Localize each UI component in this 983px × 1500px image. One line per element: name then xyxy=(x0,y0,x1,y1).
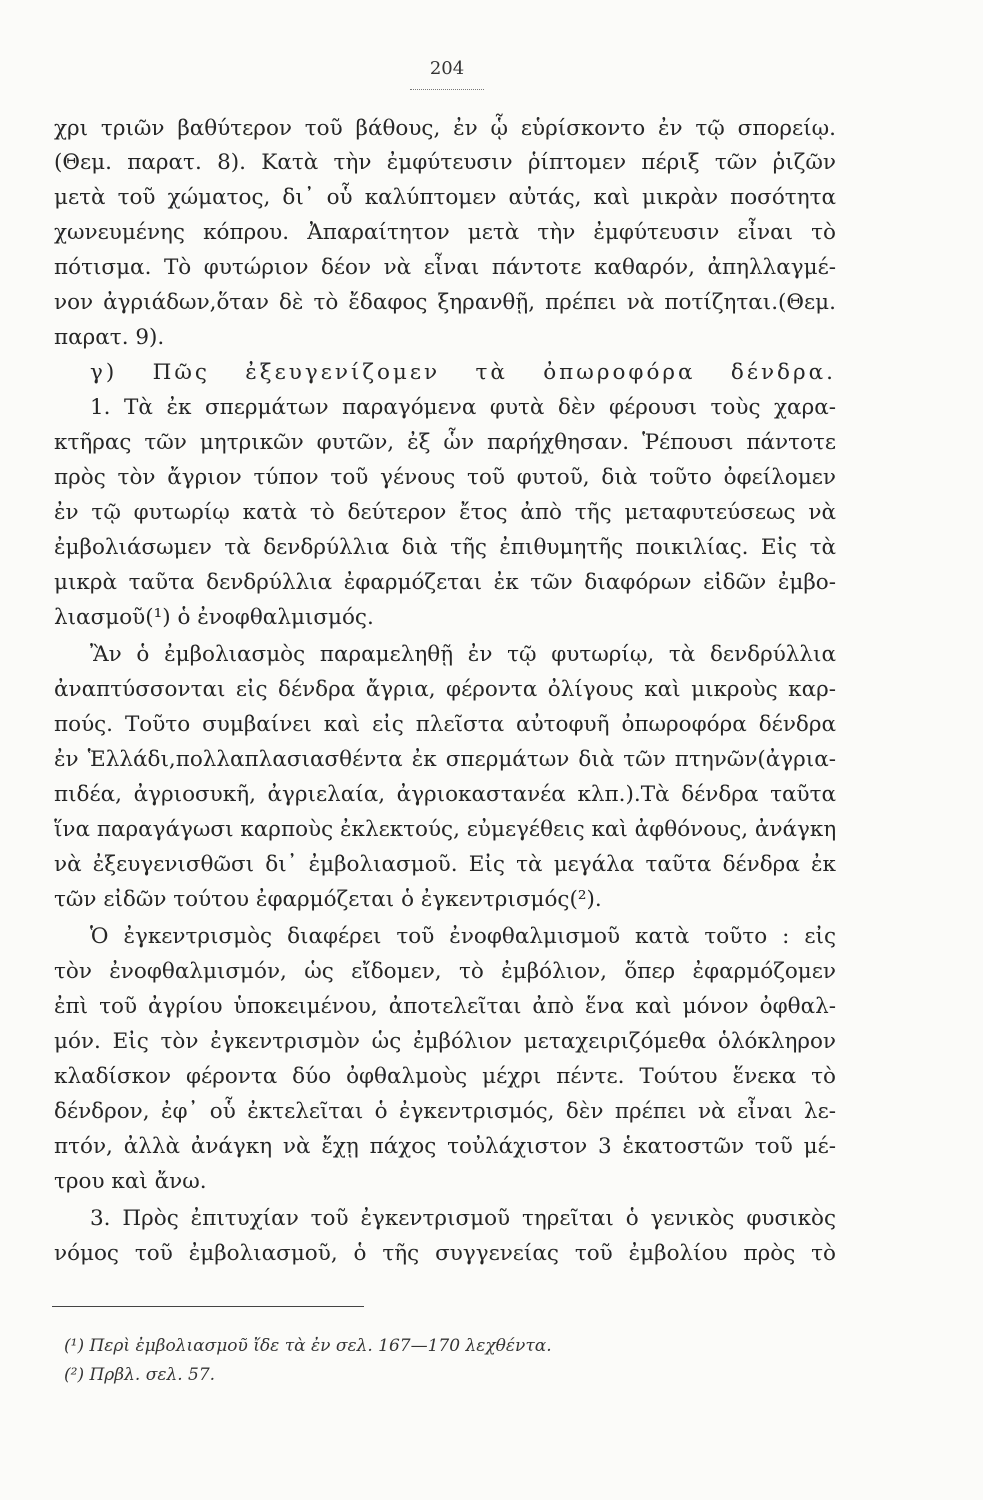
text-line: Ἂν ὁ ἐμβολιασμὸς παραμεληθῇ ἐν τῷ φυτωρίῳ, τὰ δενδρύλλια xyxy=(90,642,836,667)
page-number: 204 xyxy=(429,58,465,79)
text-line: νὰ ἐξευγενισθῶσι δι᾽ ἐμβολιασμοῦ. Εἰς τὰ μεγάλα ταῦτα δένδρα ἐκ xyxy=(54,852,836,877)
text-line: 1. Τὰ ἐκ σπερμάτων παραγόμενα φυτὰ δὲν φέρουσι τοὺς χαρα- xyxy=(90,395,836,420)
text-line: νον ἀγριάδων,ὅταν δὲ τὸ ἔδαφος ξηρανθῇ, πρέπει νὰ ποτίζηται.(Θεμ. xyxy=(54,290,836,315)
footnote-1: (¹) Περὶ ἐμβολιασμοῦ ἴδε τὰ ἐν σελ. 167—170 λεχθέντα. xyxy=(64,1336,552,1356)
text-line: Ὁ ἐγκεντρισμὸς διαφέρει τοῦ ἐνοφθαλμισμοῦ κατὰ τοῦτο : εἰς xyxy=(90,924,836,949)
text-line: ἀναπτύσσονται εἰς δένδρα ἄγρια, φέροντα ὀλίγους καὶ μικροὺς καρ- xyxy=(54,677,836,702)
text-line: πούς. Τοῦτο συμβαίνει καὶ εἰς πλεῖστα αὐτοφυῆ ὀπωροφόρα δένδρα xyxy=(54,712,836,737)
section-heading: γ) Πῶς ἐξευγενίζομεν τὰ ὀπωροφόρα δένδρα. xyxy=(90,360,836,385)
text-line: τῶν εἰδῶν τούτου ἐφαρμόζεται ὁ ἐγκεντρισμός(²). xyxy=(54,887,602,912)
text-line: μόν. Εἰς τὸν ἐγκεντρισμὸν ὡς ἐμβόλιον μεταχειριζόμεθα ὁλόκληρον xyxy=(54,1029,836,1054)
text-line: πότισμα. Τὸ φυτώριον δέον νὰ εἶναι πάντοτε καθαρόν, ἀπηλλαγμέ- xyxy=(54,255,836,280)
footnote-rule xyxy=(52,1306,364,1307)
text-line: παρατ. 9). xyxy=(54,325,165,350)
footnote-2: (²) Πρβλ. σελ. 57. xyxy=(64,1365,216,1385)
text-line: μικρὰ ταῦτα δενδρύλλια ἐφαρμόζεται ἐκ τῶν διαφόρων εἰδῶν ἐμβο- xyxy=(54,570,836,595)
text-line: ἵνα παραγάγωσι καρποὺς ἐκλεκτούς, εὐμεγέθεις καὶ ἀφθόνους, ἀνάγκη xyxy=(54,817,837,842)
text-line: χρι τριῶν βαθύτερον τοῦ βάθους, ἐν ᾧ εὑρίσκοντο ἐν τῷ σπορείῳ. xyxy=(54,116,836,141)
page-number-rule xyxy=(410,89,484,90)
text-line: ἐν Ἑλλάδι,πολλαπλασιασθέντα ἐκ σπερμάτων διὰ τῶν πτηνῶν(ἀγρια- xyxy=(54,747,836,772)
text-line: ἐμβολιάσωμεν τὰ δενδρύλλια διὰ τῆς ἐπιθυμητῆς ποικιλίας. Εἰς τὰ xyxy=(54,535,836,560)
text-line: πτόν, ἀλλὰ ἀνάγκη νὰ ἔχῃ πάχος τοὐλάχιστον 3 ἑκατοστῶν τοῦ μέ- xyxy=(54,1134,836,1159)
text-line: (Θεμ. παρατ. 8). Κατὰ τὴν ἐμφύτευσιν ῥίπτομεν πέριξ τῶν ῥιζῶν xyxy=(54,150,836,175)
text-line: λιασμοῦ(¹) ὁ ἐνοφθαλμισμός. xyxy=(54,605,374,630)
text-line: δένδρον, ἐφ᾽ οὗ ἐκτελεῖται ὁ ἐγκεντρισμός, δὲν πρέπει νὰ εἶναι λε- xyxy=(54,1099,836,1124)
text-line: κλαδίσκον φέροντα δύο ὀφθαλμοὺς μέχρι πέντε. Τούτου ἕνεκα τὸ xyxy=(54,1064,836,1089)
text-line: ἐν τῷ φυτωρίῳ κατὰ τὸ δεύτερον ἔτος ἀπὸ τῆς μεταφυτεύσεως νὰ xyxy=(54,500,836,525)
text-line: πιδέα, ἀγριοσυκῆ, ἀγριελαία, ἀγριοκαστανέα κλπ.).Τὰ δένδρα ταῦτα xyxy=(54,782,836,807)
text-line: τὸν ἐνοφθαλμισμόν, ὡς εἴδομεν, τὸ ἐμβόλιον, ὅπερ ἐφαρμόζομεν xyxy=(54,959,836,984)
text-line: τρου καὶ ἄνω. xyxy=(54,1169,207,1194)
text-line: κτῆρας τῶν μητρικῶν φυτῶν, ἐξ ὧν παρήχθησαν. Ῥέπουσι πάντοτε xyxy=(54,430,836,455)
text-line: 3. Πρὸς ἐπιτυχίαν τοῦ ἐγκεντρισμοῦ τηρεῖται ὁ γενικὸς φυσικὸς xyxy=(90,1206,836,1231)
text-line: χωνευμένης κόπρου. Ἀπαραίτητον μετὰ τὴν ἐμφύτευσιν εἶναι τὸ xyxy=(54,220,836,245)
text-line: ἐπὶ τοῦ ἀγρίου ὑποκειμένου, ἀποτελεῖται ἀπὸ ἕνα καὶ μόνον ὀφθαλ- xyxy=(54,994,836,1019)
text-line: νόμος τοῦ ἐμβολιασμοῦ, ὁ τῆς συγγενείας τοῦ ἐμβολίου πρὸς τὸ xyxy=(54,1241,836,1266)
text-line: πρὸς τὸν ἄγριον τύπον τοῦ γένους τοῦ φυτοῦ, διὰ τοῦτο ὀφείλομεν xyxy=(54,465,836,490)
text-line: μετὰ τοῦ χώματος, δι᾽ οὗ καλύπτομεν αὐτάς, καὶ μικρὰν ποσότητα xyxy=(54,185,836,210)
